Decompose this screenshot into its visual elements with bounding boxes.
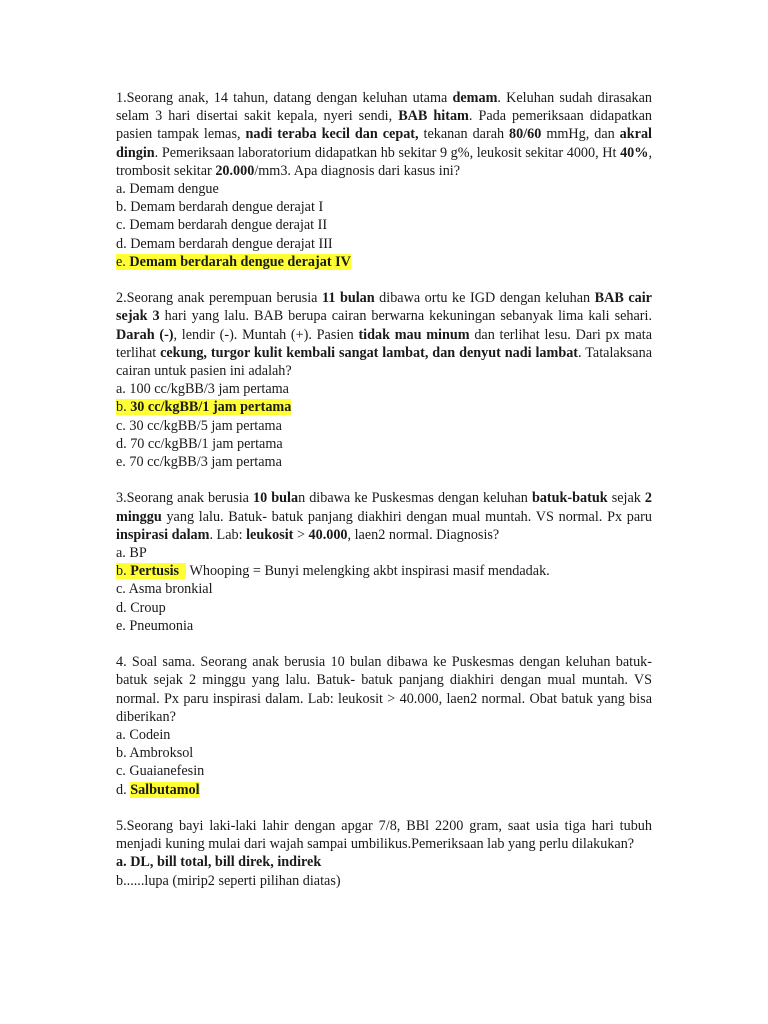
- q3-bold-keyword: batuk-batuk: [531, 490, 608, 507]
- q2-bold-keyword: tidak mau minum: [358, 326, 470, 343]
- q2-text-part: , lendir (-). Muntah (+). Pasien: [173, 326, 359, 343]
- spacer: [116, 799, 652, 817]
- q2-text-part: dibawa ortu ke IGD dengan keluhan: [374, 290, 595, 307]
- q3-option-b-answer: [116, 562, 652, 580]
- q3-bold-keyword: 2 minggu: [116, 490, 652, 525]
- question-5-text: 5.Seorang bayi laki-laki lahir dengan apgar 7/8, BBl 2200 gram, saat usia tiga hari tubuh menjadi kuning mulai dari wajah sampai umbilikus.Pemeriksaan lab yang perlu dilakukan?: [116, 818, 652, 853]
- q5-option-b: b......lupa (mirip2 seperti pilihan diatas): [116, 872, 341, 889]
- q3-text-part: yang lalu. Batuk- batuk panjang diakhiri dengan mual muntah. VS normal. Px paru: [161, 508, 652, 525]
- q3-option-c: c. Asma bronkial: [116, 581, 213, 598]
- q4-option-d-text: Salbutamol: [130, 781, 200, 798]
- q1-option-b: b. Demam berdarah dengue derajat I: [116, 199, 324, 216]
- spacer: [116, 471, 652, 489]
- q1-bold-keyword: 20.000: [215, 162, 255, 179]
- q3-bold-keyword: leukosit: [246, 526, 294, 543]
- q2-bold-keyword: cekung, turgor kulit kembali sangat lambat, dan denyut nadi lambat: [160, 344, 579, 361]
- q2-option-a: a. 100 cc/kgBB/3 jam pertama: [116, 381, 289, 398]
- q3-bold-keyword: 10 bula: [253, 490, 299, 507]
- question-3-text: [116, 489, 652, 544]
- spacer: [116, 635, 652, 653]
- q3-text-part: sejak: [607, 490, 645, 507]
- q2-text-part: hari yang lalu. BAB berupa cairan berwarna kekuningan sebanyak lima kali sehari.: [159, 308, 652, 325]
- q3-text-part: , laen2 normal. Diagnosis?: [347, 526, 500, 543]
- q4-option-d-answer: [116, 781, 652, 799]
- q1-bold-keyword: nadi teraba kecil dan cepat,: [245, 126, 419, 143]
- q2-option-d: d. 70 cc/kgBB/1 jam pertama: [116, 435, 283, 452]
- document-body: [116, 89, 652, 890]
- q4-option-d-prefix: d.: [116, 781, 131, 798]
- spacer: [116, 271, 652, 289]
- q4-option-c: c. Guaianefesin: [116, 763, 205, 780]
- q3-bold-keyword: 40.000: [308, 526, 348, 543]
- q2-option-e: e. 70 cc/kgBB/3 jam pertama: [116, 454, 282, 471]
- q1-text-part: mmHg, dan: [541, 126, 620, 143]
- q2-bold-keyword: 11 bulan: [322, 290, 375, 307]
- q3-option-d: d. Croup: [116, 599, 166, 616]
- q1-bold-keyword: 80/60: [509, 126, 542, 143]
- question-1-text: [116, 89, 652, 180]
- q1-text-part: tekanan darah: [418, 126, 510, 143]
- q2-option-b-prefix: b.: [116, 399, 131, 416]
- q3-option-b-prefix: b.: [116, 563, 131, 580]
- q1-text-part: 1.Seorang anak, 14 tahun, datang dengan keluhan utama: [116, 90, 453, 106]
- question-4-text: 4. Soal sama. Seorang anak berusia 10 bulan dibawa ke Puskesmas dengan keluhan batuk-batuk sejak 2 minggu yang lalu. Batuk- batuk panjang diakhiri dengan mual muntah. VS normal. Px paru inspirasi dalam. Lab: leukosit > 40.000, laen2 normal. Obat batuk yang bisa diberikan?: [116, 654, 652, 725]
- q5-option-a: a. DL, bill total, bill direk, indirek: [116, 854, 322, 871]
- q3-option-a: a. BP: [116, 545, 147, 562]
- q2-text-part: . Tatalaksana cairan untuk pasien ini adalah?: [116, 344, 652, 380]
- q3-option-b-text: Pertusis: [130, 563, 180, 580]
- q1-text-part: . Keluhan sudah dirasakan selam 3 hari disertai sakit kepala, nyeri sendi,: [116, 90, 652, 125]
- q1-bold-keyword: 40%: [620, 144, 649, 161]
- q2-text-part: dan terlihat lesu. Dari px mata terlihat: [116, 326, 653, 361]
- q1-text-part: /mm3. Apa diagnosis dari kasus ini?: [254, 162, 461, 179]
- q2-bold-keyword: Darah (-): [116, 326, 174, 343]
- q1-option-e-answer: [116, 253, 652, 271]
- q1-option-e-prefix: e.: [116, 253, 130, 270]
- q1-option-e-text: Demam berdarah dengue derajat IV: [129, 253, 351, 270]
- q1-bold-keyword: BAB hitam: [398, 108, 469, 125]
- q1-option-c: c. Demam berdarah dengue derajat II: [116, 217, 328, 234]
- q1-text-part: . Pada pemeriksaan didapatkan pasien tampak lemas,: [116, 108, 653, 143]
- q2-option-b-text: 30 cc/kgBB/1 jam pertama: [130, 399, 292, 416]
- q4-option-b: b. Ambroksol: [116, 745, 194, 762]
- q1-option-a: a. Demam dengue: [116, 181, 219, 198]
- q3-text-part: 3.Seorang anak berusia: [116, 490, 254, 507]
- q2-option-b-answer: [116, 398, 652, 416]
- q4-option-a: a. Codein: [116, 727, 171, 744]
- q3-option-e: e. Pneumonia: [116, 617, 194, 634]
- q3-option-b-note: Whooping = Bunyi melengking akbt inspirasi masif mendadak.: [189, 563, 550, 580]
- q3-bold-keyword: inspirasi dalam: [116, 526, 210, 543]
- q1-bold-keyword: demam: [452, 90, 498, 106]
- q1-text-part: , trombosit sekitar: [116, 144, 652, 179]
- q1-text-part: . Pemeriksaan laboratorium didapatkan hb sekitar 9 g%, leukosit sekitar 4000, Ht: [154, 144, 621, 161]
- q1-bold-keyword: akral dingin: [116, 126, 652, 161]
- q3-text-part: >: [293, 526, 309, 543]
- q3-text-part: . Lab:: [209, 526, 247, 543]
- question-2-text: [116, 289, 652, 380]
- q2-option-c: c. 30 cc/kgBB/5 jam pertama: [116, 417, 282, 434]
- q2-text-part: 2.Seorang anak perempuan berusia: [116, 290, 323, 307]
- q3-text-part: n dibawa ke Puskesmas dengan keluhan: [298, 490, 532, 507]
- q1-option-d: d. Demam berdarah dengue derajat III: [116, 235, 333, 252]
- q2-bold-keyword: BAB cair sejak 3: [116, 290, 652, 325]
